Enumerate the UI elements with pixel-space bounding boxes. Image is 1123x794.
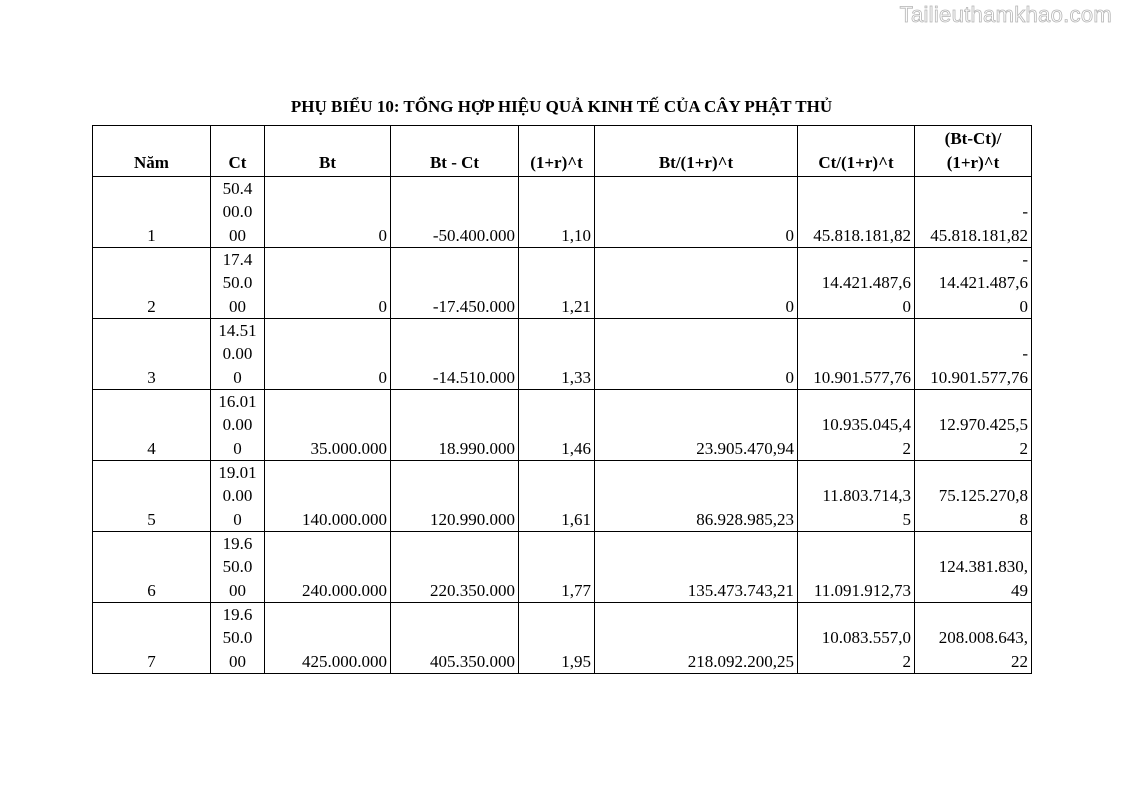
header-discounted-ct: Ct/(1+r)^t [798,126,915,177]
discounted-ct-cell: 11.091.912,73 [798,532,915,603]
bt-minus-ct-cell: -14.510.000 [391,319,519,390]
discounted-bt-cell: 0 [595,248,798,319]
ct-cell: 50.4 00.0 00 [211,177,265,248]
discount-factor-cell: 1,77 [519,532,595,603]
bt-cell: 35.000.000 [265,390,391,461]
header-discounted-net: (Bt-Ct)/ (1+r)^t [915,126,1032,177]
table-row [93,319,1032,390]
bt-cell: 0 [265,177,391,248]
discounted-bt-cell: 86.928.985,23 [595,461,798,532]
discounted-ct-cell: 45.818.181,82 [798,177,915,248]
ct-cell: 19.01 0.00 0 [211,461,265,532]
discount-factor-cell: 1,10 [519,177,595,248]
economic-efficiency-table [92,125,1032,674]
discounted-ct-cell: 10.935.045,4 2 [798,390,915,461]
ct-cell: 19.6 50.0 00 [211,603,265,674]
ct-cell: 14.51 0.00 0 [211,319,265,390]
bt-minus-ct-cell: -50.400.000 [391,177,519,248]
bt-cell: 0 [265,319,391,390]
header-bt: Bt [265,126,391,177]
year-cell: 6 [93,532,211,603]
bt-minus-ct-cell: -17.450.000 [391,248,519,319]
bt-cell: 425.000.000 [265,603,391,674]
bt-minus-ct-cell: 405.350.000 [391,603,519,674]
table-row [93,248,1032,319]
discounted-ct-cell: 10.083.557,0 2 [798,603,915,674]
discounted-ct-cell: 11.803.714,3 5 [798,461,915,532]
bt-cell: 0 [265,248,391,319]
bt-minus-ct-cell: 18.990.000 [391,390,519,461]
watermark-text: Tailieuthamkhao.com [899,2,1112,27]
discounted-net-cell: 208.008.643, 22 [915,603,1032,674]
discounted-net-cell: 75.125.270,8 8 [915,461,1032,532]
year-cell: 2 [93,248,211,319]
table-header-row [93,126,1032,177]
table-row [93,603,1032,674]
discounted-ct-cell: 10.901.577,76 [798,319,915,390]
bt-cell: 140.000.000 [265,461,391,532]
year-cell: 1 [93,177,211,248]
table-row [93,177,1032,248]
discounted-ct-cell: 14.421.487,6 0 [798,248,915,319]
discount-factor-cell: 1,95 [519,603,595,674]
discounted-net-cell: - 45.818.181,82 [915,177,1032,248]
header-nam: Năm [93,126,211,177]
discounted-net-cell: - 10.901.577,76 [915,319,1032,390]
year-cell: 4 [93,390,211,461]
ct-cell: 17.4 50.0 00 [211,248,265,319]
year-cell: 3 [93,319,211,390]
discounted-bt-cell: 135.473.743,21 [595,532,798,603]
discount-factor-cell: 1,21 [519,248,595,319]
discounted-net-cell: 124.381.830, 49 [915,532,1032,603]
discount-factor-cell: 1,61 [519,461,595,532]
table-row [93,461,1032,532]
discounted-net-cell: 12.970.425,5 2 [915,390,1032,461]
discounted-bt-cell: 0 [595,177,798,248]
discount-factor-cell: 1,33 [519,319,595,390]
table-row [93,532,1032,603]
bt-minus-ct-cell: 120.990.000 [391,461,519,532]
header-discounted-bt: Bt/(1+r)^t [595,126,798,177]
discounted-bt-cell: 218.092.200,25 [595,603,798,674]
discounted-bt-cell: 23.905.470,94 [595,390,798,461]
ct-cell: 16.01 0.00 0 [211,390,265,461]
ct-cell: 19.6 50.0 00 [211,532,265,603]
discount-factor-cell: 1,46 [519,390,595,461]
discounted-net-cell: - 14.421.487,6 0 [915,248,1032,319]
year-cell: 7 [93,603,211,674]
header-ct: Ct [211,126,265,177]
bt-cell: 240.000.000 [265,532,391,603]
bt-minus-ct-cell: 220.350.000 [391,532,519,603]
header-discount-factor: (1+r)^t [519,126,595,177]
table-row [93,390,1032,461]
year-cell: 5 [93,461,211,532]
header-bt-minus-ct: Bt - Ct [391,126,519,177]
discounted-bt-cell: 0 [595,319,798,390]
page-title: PHỤ BIỂU 10: TỔNG HỢP HIỆU QUẢ KINH TẾ CỦA CÂY PHẬT THỦ [290,97,833,116]
